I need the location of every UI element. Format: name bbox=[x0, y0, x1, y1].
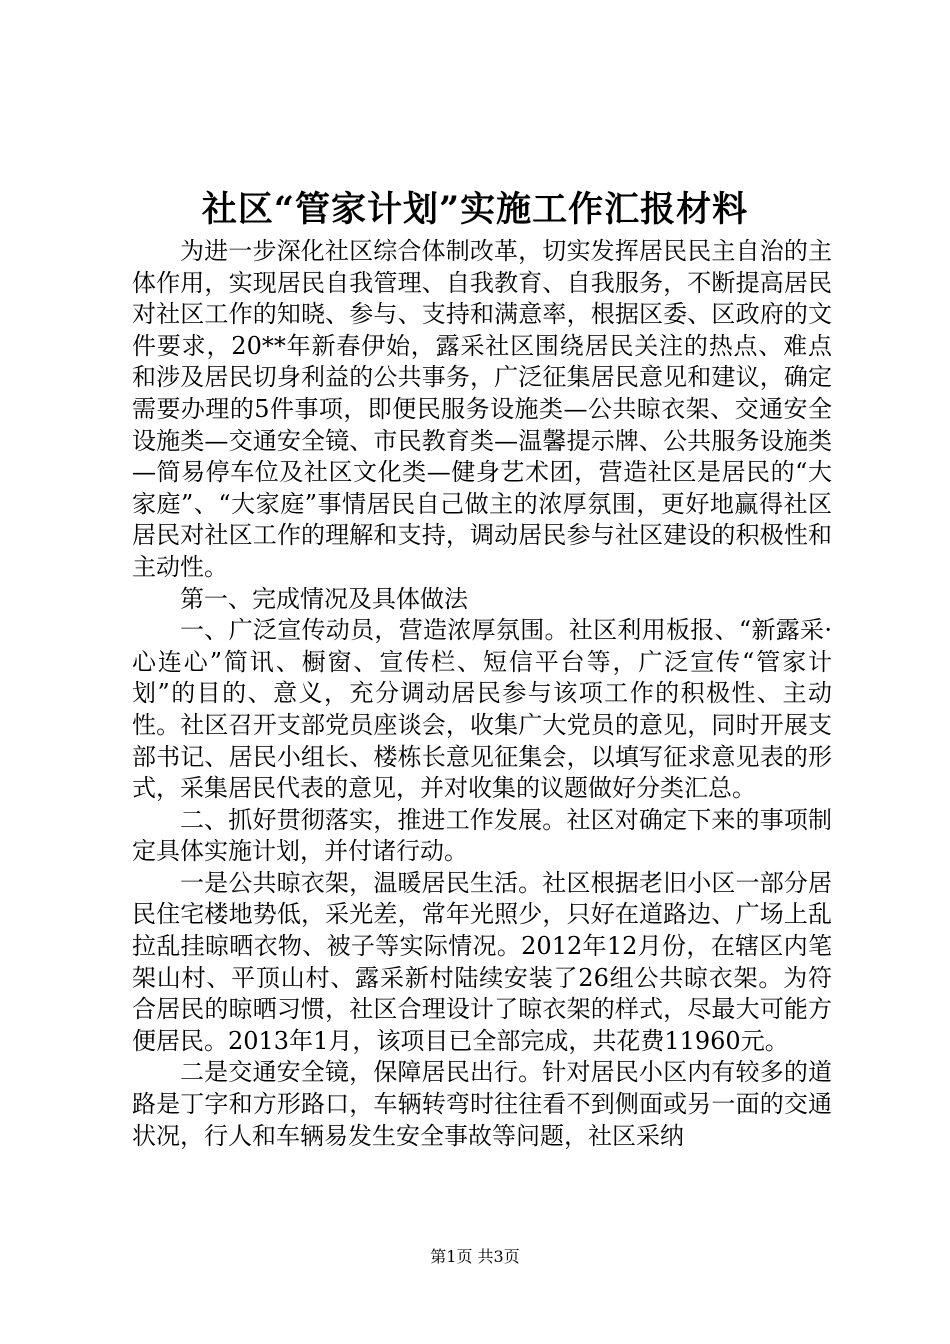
paragraph-traffic-mirror: 二是交通安全镜，保障居民出行。针对居民小区内有较多的道路是丁字和方形路口，车辆转弯时往往看不到侧面或另一面的交通状况，行人和车辆易发生安全事故等问题，社区采纳 bbox=[132, 1058, 832, 1150]
document-title: 社区“管家计划”实施工作汇报材料 bbox=[201, 189, 749, 230]
page-number-footer: 第1页 共3页 bbox=[430, 1247, 520, 1266]
paragraph-clothes-rack: 一是公共晾衣架，温暖居民生活。社区根据老旧小区一部分居民住宅楼地势低，采光差，常年光照少，只好在道路边、广场上乱拉乱挂晾晒衣物、被子等实际情况。2012年12月份，在辖区内笔架山村、平顶山村、露采新村陆续安装了26组公共晾衣架。为符合居民的晾晒习惯，社区合理设计了晾衣架的样式，尽最大可能方便居民。2013年1月，该项目已全部完成，共花费11960元。 bbox=[132, 868, 832, 1055]
paragraph-intro: 为进一步深化社区综合体制改革，切实发挥居民民主自治的主体作用，实现居民自我管理、自我教育、自我服务，不断提高居民对社区工作的知晓、参与、支持和满意率，根据区委、区政府的文件要求，20**年新春伊始，露采社区围绕居民关注的热点、难点和涉及居民切身利益的公共事务，广泛征集居民意见和建议，确定需要办理的5件事项，即便民服务设施类—公共晾衣架、交通安全设施类—交通安全镜、市民教育类—温馨提示牌、公共服务设施类—简易停车位及社区文化类—健身艺术团，营造社区是居民的“大家庭”、“大家庭”事情居民自己做主的浓厚氛围，更好地赢得社区居民对社区工作的理解和支持，调动居民参与社区建设的积极性和主动性。 bbox=[132, 237, 832, 581]
paragraph-implementation: 二、抓好贯彻落实，推进工作发展。社区对确定下来的事项制定具体实施计划，并付诸行动。 bbox=[132, 805, 832, 866]
section-heading-completion: 第一、完成情况及具体做法 bbox=[180, 584, 468, 613]
paragraph-publicity: 一、广泛宣传动员，营造浓厚氛围。社区利用板报、“新露采·心连心”简讯、橱窗、宣传栏、短信平台等，广泛宣传“管家计划”的目的、意义，充分调动居民参与该项工作的积极性、主动性。社区召开支部党员座谈会，收集广大党员的意见，同时开展支部书记、居民小组长、楼栋长意见征集会，以填写征求意见表的形式，采集居民代表的意见，并对收集的议题做好分类汇总。 bbox=[132, 616, 832, 803]
document-body bbox=[132, 236, 832, 1152]
